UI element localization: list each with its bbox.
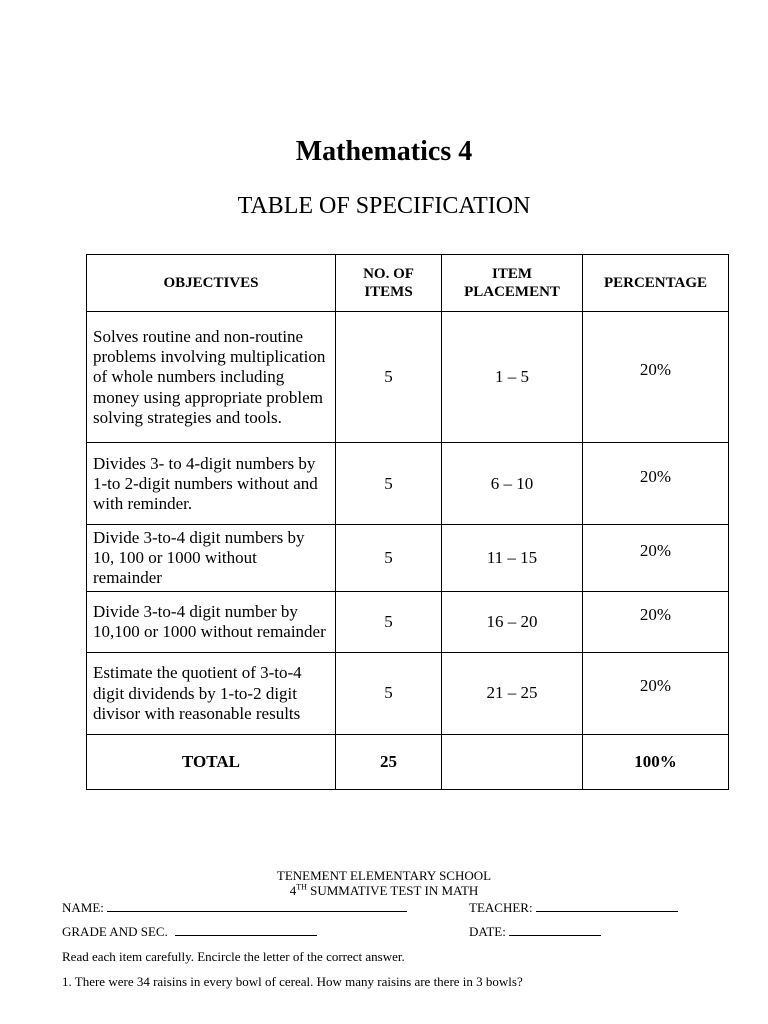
objective-cell: Divide 3-to-4 digit number by 10,100 or 1000 without remainder xyxy=(87,591,336,652)
header-no-of-items xyxy=(336,255,442,312)
date-field-row xyxy=(469,924,601,939)
total-percentage: 100% xyxy=(583,734,729,789)
objective-cell: Estimate the quotient of 3-to-4 digit dividends by 1-to-2 digit divisor with reasonable results xyxy=(87,652,336,734)
name-blank[interactable] xyxy=(107,900,407,912)
date-blank[interactable] xyxy=(509,924,601,936)
grade-blank[interactable] xyxy=(175,924,317,936)
grade-field-row xyxy=(62,924,317,939)
placement-cell: 21 – 25 xyxy=(442,652,583,734)
name-field-row xyxy=(62,900,407,915)
percentage-cell: 20% xyxy=(583,443,729,525)
items-cell: 5 xyxy=(336,652,442,734)
table-row xyxy=(87,525,729,592)
percentage-cell: 20% xyxy=(583,652,729,734)
header-no-of-items-line1: NO. OF xyxy=(363,266,414,282)
test-number: 4 xyxy=(289,883,297,898)
objective-cell: Divide 3-to-4 digit numbers by 10, 100 or 1000 without remainder xyxy=(87,525,336,592)
percentage-cell: 20% xyxy=(583,312,729,443)
document-subtitle: TABLE OF SPECIFICATION xyxy=(237,193,531,219)
header-percentage: PERCENTAGE xyxy=(583,255,729,312)
header-no-of-items-line2: ITEMS xyxy=(364,284,413,300)
specification-table xyxy=(86,254,729,790)
placement-cell: 6 – 10 xyxy=(442,443,583,525)
question-1: 1. There were 34 raisins in every bowl of cereal. How many raisins are there in 3 bowls? xyxy=(62,974,523,989)
test-number-suffix: TH xyxy=(296,882,307,892)
percentage-cell: 20% xyxy=(583,591,729,652)
total-label: TOTAL xyxy=(87,734,336,789)
total-items: 25 xyxy=(336,734,442,789)
items-cell: 5 xyxy=(336,525,442,592)
test-name: SUMMATIVE TEST IN MATH xyxy=(310,883,479,898)
objective-cell: Solves routine and non-routine problems involving multiplication of whole numbers including money using appropriate problem solving strategies and tools. xyxy=(87,312,336,443)
teacher-field-row xyxy=(469,900,678,915)
table-row xyxy=(87,443,729,525)
placement-cell: 16 – 20 xyxy=(442,591,583,652)
document-title: Mathematics 4 xyxy=(295,136,473,167)
table-row xyxy=(87,591,729,652)
teacher-label: TEACHER: xyxy=(469,900,533,915)
objective-cell: Divides 3- to 4-digit numbers by 1-to 2-digit numbers without and with reminder. xyxy=(87,443,336,525)
items-cell: 5 xyxy=(336,591,442,652)
placement-cell: 11 – 15 xyxy=(442,525,583,592)
items-cell: 5 xyxy=(336,312,442,443)
total-placement xyxy=(442,734,583,789)
header-objectives: OBJECTIVES xyxy=(87,255,336,312)
grade-label: GRADE AND SEC. xyxy=(62,924,168,939)
table-row xyxy=(87,652,729,734)
table-header-row xyxy=(87,255,729,312)
name-label: NAME: xyxy=(62,900,104,915)
header-item-placement-line2: PLACEMENT xyxy=(464,284,560,300)
date-label: DATE: xyxy=(469,924,506,939)
placement-cell: 1 – 5 xyxy=(442,312,583,443)
school-header xyxy=(0,868,768,898)
teacher-blank[interactable] xyxy=(536,900,678,912)
header-item-placement xyxy=(442,255,583,312)
school-name: TENEMENT ELEMENTARY SCHOOL xyxy=(276,868,492,883)
instructions: Read each item carefully. Encircle the letter of the correct answer. xyxy=(62,949,405,964)
header-item-placement-line1: ITEM xyxy=(491,266,532,282)
test-title xyxy=(0,883,768,898)
table-row xyxy=(87,312,729,443)
percentage-cell: 20% xyxy=(583,525,729,592)
items-cell: 5 xyxy=(336,443,442,525)
table-total-row xyxy=(87,734,729,789)
